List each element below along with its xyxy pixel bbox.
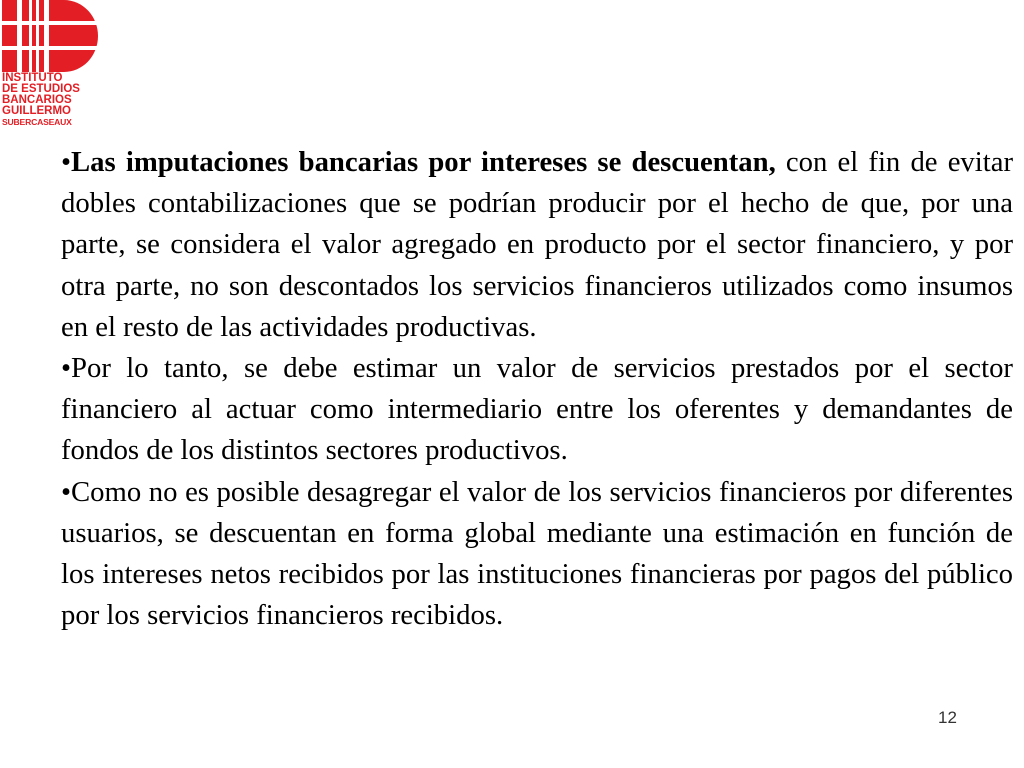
logo-line-4: GUILLERMO	[2, 105, 71, 117]
paragraph-lead: Las imputaciones bancarias por intereses se descuentan,	[71, 146, 776, 178]
bullet: •	[61, 475, 72, 508]
logo-line-2: DE ESTUDIOS	[2, 83, 80, 95]
paragraph-3	[61, 472, 1013, 637]
slide-body	[61, 142, 1013, 636]
paragraph-text: Como no es posible desagregar el valor de los servicios financieros por diferentes usuarios, se descuentan en forma global mediante una estimación en función de los intereses netos recibidos por las instituciones financieras por pagos del público por los servicios financieros recibidos.	[61, 475, 1013, 632]
paragraph-text: Por lo tanto, se debe estimar un valor de servicios prestados por el sector financiero al actuar como intermediario entre los oferentes y demandantes de fondos de los distintos sectores productivos.	[61, 352, 1013, 467]
paragraph-text: con el fin de evitar dobles contabilizaciones que se podrían producir por el hecho de que, por una parte, se considera el valor agregado en producto por el sector financiero, y por otra parte, no son descontados los servicios financieros utilizados como insumos en el resto de las actividades productivas.	[61, 146, 1014, 343]
paragraph-2	[61, 348, 1013, 472]
paragraph-1	[61, 142, 1013, 348]
bullet: •	[61, 352, 72, 385]
logo-line-5: SUBERCASEAUX	[2, 117, 72, 127]
institute-logo	[0, 0, 100, 145]
logo-line-3: BANCARIOS	[2, 94, 72, 106]
page-number: 12	[938, 708, 957, 727]
logo-mark-icon	[2, 0, 98, 72]
logo-text	[2, 73, 98, 128]
logo-line-1: INSTITUTO	[2, 72, 63, 84]
bullet: •	[61, 146, 72, 178]
